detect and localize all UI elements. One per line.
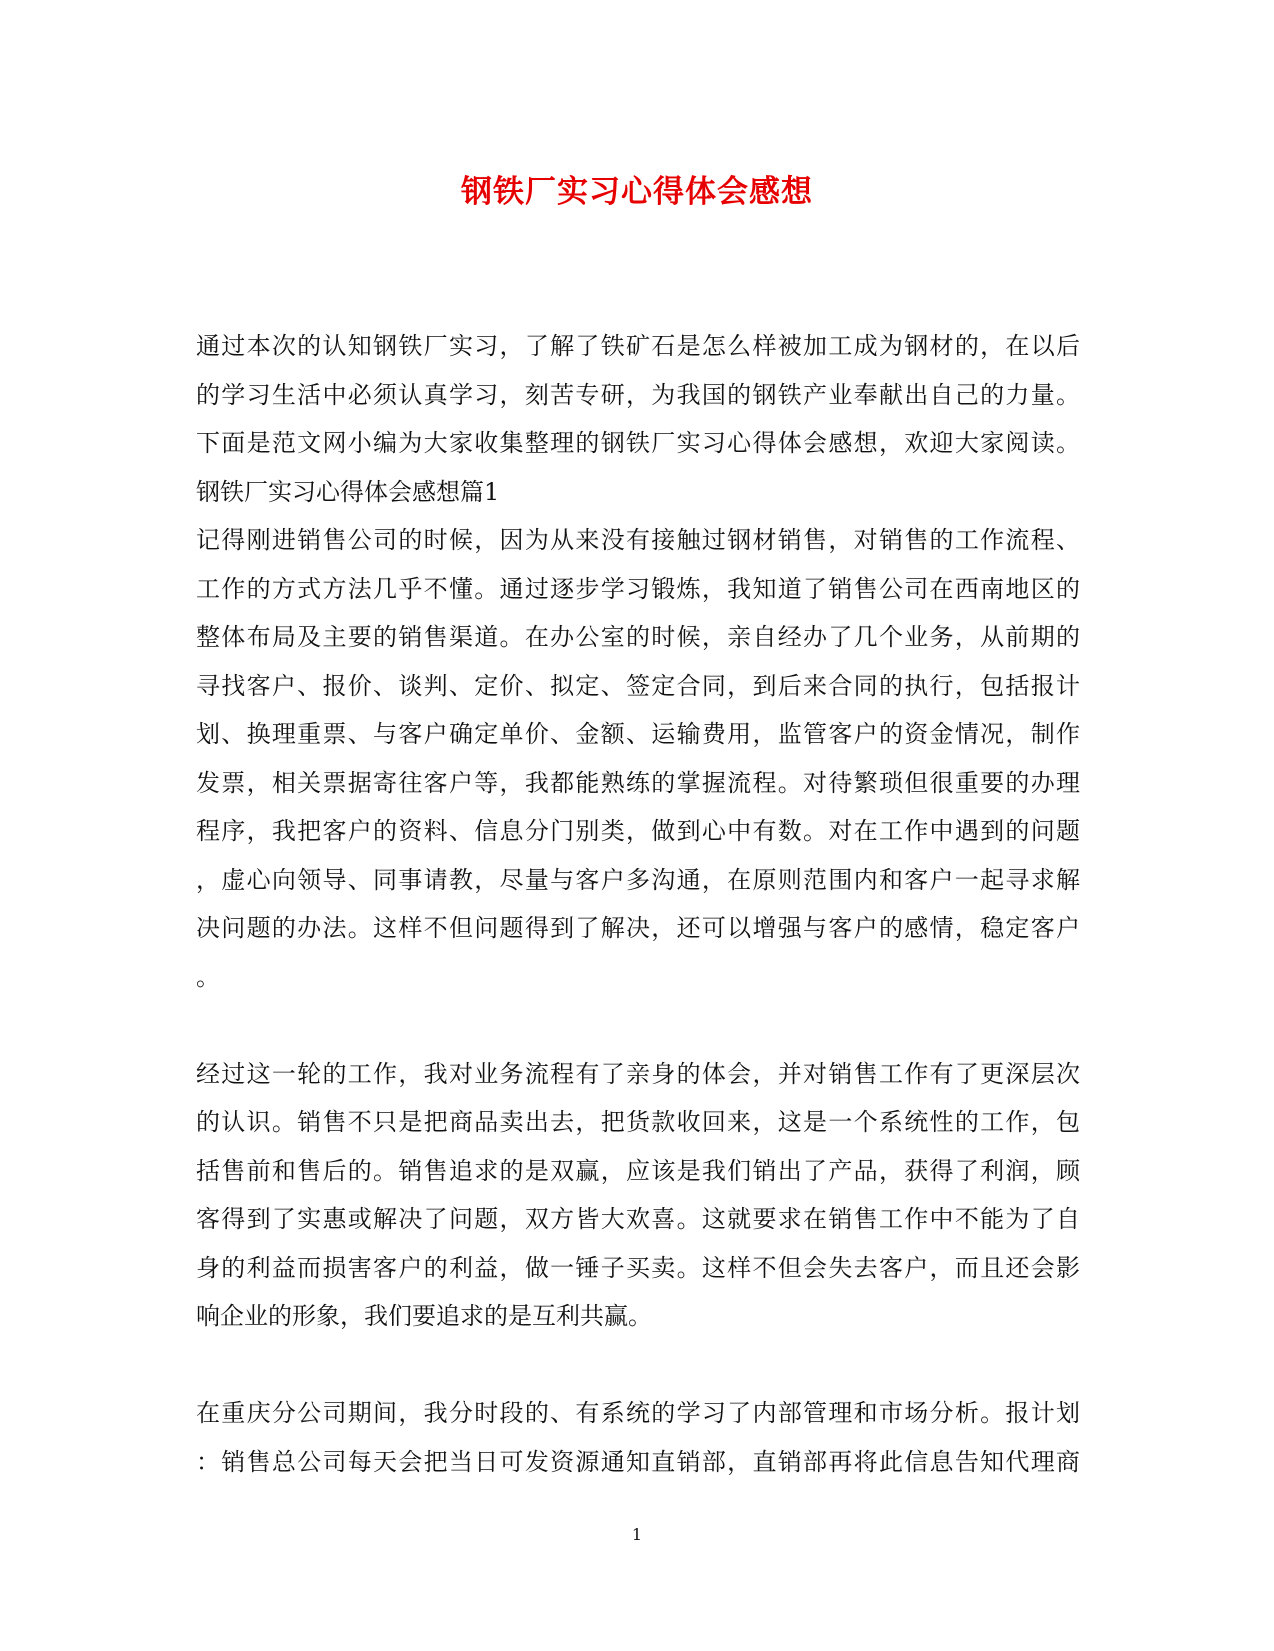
page-number: 1 [631,1525,643,1544]
document-title: 钢铁厂实习心得体会感想 [461,174,813,210]
body-line: 发票，相关票据寄往客户等，我都能熟练的掌握流程。对待繁琐但很重要的办理 [196,768,1080,797]
document-body [196,322,1080,1486]
body-line: 记得刚进销售公司的时候，因为从来没有接触过钢材销售，对销售的工作流程、 [196,526,1080,554]
body-line: 划、换理重票、与客户确定单价、金额、运输费用，监管客户的资金情况，制作 [196,720,1080,748]
body-line: 工作的方式方法几乎不懂。通过逐步学习锻炼，我知道了销售公司在西南地区的 [196,574,1080,603]
body-line: 经过这一轮的工作，我对业务流程有了亲身的体会，并对销售工作有了更深层次 [196,1059,1080,1088]
body-line: 程序，我把客户的资料、信息分门别类，做到心中有数。对在工作中遇到的问题 [196,817,1080,845]
section-heading: 钢铁厂实习心得体会感想篇1 [196,477,500,506]
body-line: ：销售总公司每天会把当日可发资源通知直销部，直销部再将此信息告知代理商 [196,1447,1080,1476]
body-line: 寻找客户、报价、谈判、定价、拟定、签定合同，到后来合同的执行，包括报计 [196,671,1080,700]
body-line: 整体布局及主要的销售渠道。在办公室的时候，亲自经办了几个业务，从前期的 [196,623,1080,651]
body-line: 在重庆分公司期间，我分时段的、有系统的学习了内部管理和市场分析。报计划 [196,1399,1080,1427]
body-line: 下面是范文网小编为大家收集整理的钢铁厂实习心得体会感想，欢迎大家阅读。 [196,429,1080,457]
body-line: 括售前和售后的。销售追求的是双赢，应该是我们销出了产品，获得了利润，顾 [196,1156,1080,1185]
body-line: 。 [196,962,220,991]
paragraph-gap [196,1341,1080,1390]
body-line: 身的利益而损害客户的利益，做一锤子买卖。这样不但会失去客户，而且还会影 [196,1253,1080,1282]
body-line: 决问题的办法。这样不但问题得到了解决，还可以增强与客户的感情，稳定客户 [196,914,1080,942]
body-line: 通过本次的认知钢铁厂实习，了解了铁矿石是怎么样被加工成为钢材的，在以后 [196,332,1080,360]
body-line: 响企业的形象，我们要追求的是互利共赢。 [196,1302,652,1330]
body-line: ，虚心向领导、同事请教，尽量与客户多沟通，在原则范围内和客户一起寻求解 [196,865,1080,894]
paragraph-gap [196,1001,1080,1050]
body-line: 的认识。销售不只是把商品卖出去，把货款收回来，这是一个系统性的工作，包 [196,1108,1080,1136]
body-line: 客得到了实惠或解决了问题，双方皆大欢喜。这就要求在销售工作中不能为了自 [196,1205,1080,1233]
body-line: 的学习生活中必须认真学习，刻苦专研，为我国的钢铁产业奉献出自己的力量。 [196,380,1080,409]
